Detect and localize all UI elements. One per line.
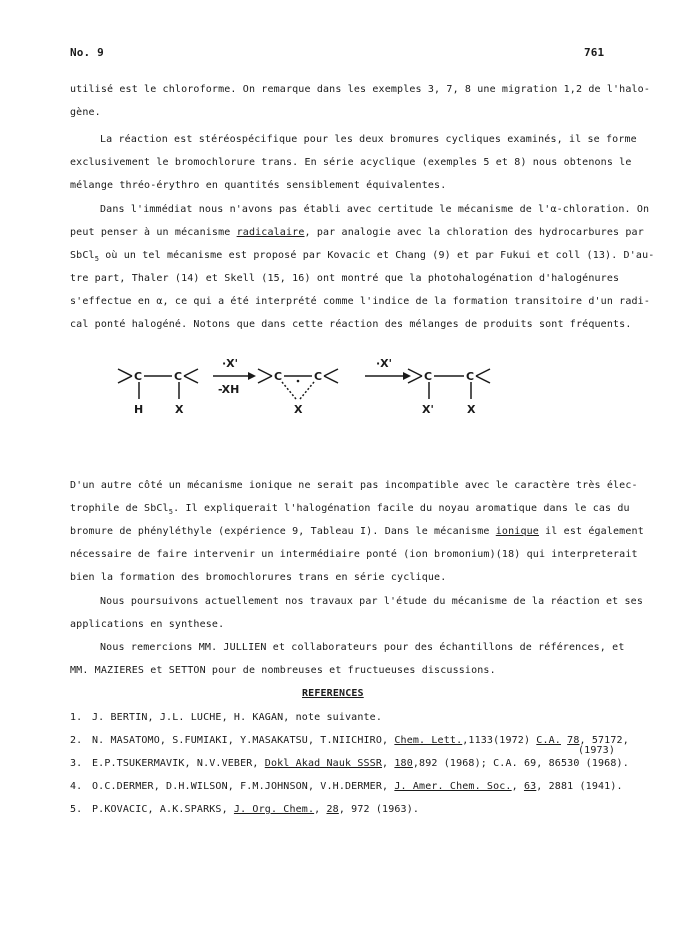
hydrogen-atom: H — [134, 403, 144, 416]
halogen-x: X — [175, 403, 184, 416]
ref-2-year: (1973) — [578, 745, 616, 756]
ref-4-text: O.C.DERMER, D.H.WILSON, F.M.JOHNSON, V.H.DERMER, J. Amer. Chem. Soc., 63, 2881 (1941). — [92, 781, 623, 792]
reagent-radical: ·X' — [376, 357, 393, 370]
para5-line2: applications en synthese. — [70, 619, 225, 630]
para6-line1: Nous remercions MM. JULLIEN et collaborateurs pour des échantillons de références, et — [100, 642, 625, 653]
ref-2-text: N. MASATOMO, S.FUMIAKI, Y.MASAKATSU, T.NIICHIRO, Chem. Lett.,1133(1972) C.A. 78, 57172, — [92, 735, 629, 746]
radicalaire-term: radicalaire — [236, 227, 305, 238]
reagent-radical: ·X' — [222, 357, 239, 370]
ref-3-number: 3. — [70, 758, 83, 769]
para4-line3: bromure de phényléthyle (expérience 9, Tableau I). Dans le mécanisme ionique il est également — [70, 526, 644, 537]
ref-5-number: 5. — [70, 804, 83, 815]
carbon-atom: C — [134, 370, 143, 383]
para1-line1: utilisé est le chloroforme. On remarque dans les exemples 3, 7, 8 une migration 1,2 de l'halo- — [70, 84, 651, 95]
para3-line2: peut penser à un mécanisme radicalaire, par analogie avec la chloration des hydrocarbures par — [70, 227, 644, 238]
ionique-term: ionique — [495, 526, 539, 537]
para2-line2: exclusivement le bromochlorure trans. En série acyclique (exemples 5 et 8) nous obtenons le — [70, 157, 632, 168]
para4-line5: bien la formation des bromochlorures trans en série cyclique. — [70, 572, 447, 583]
halogen-xprime: X' — [422, 403, 434, 416]
references-title: REFERENCES — [302, 688, 364, 699]
carbon-atom: C — [274, 370, 283, 383]
para3-line3: SbCl$_5$ où un tel mécanisme est proposé par Kovacic et Chang (9) et par Fukui et coll (13). D'au- — [70, 250, 655, 263]
ref-5-text: P.KOVACIC, A.K.SPARKS, J. Org. Chem., 28, 972 (1963). — [92, 804, 420, 815]
bridging-halogen-x: X — [294, 403, 303, 416]
ref-2-number: 2. — [70, 735, 83, 746]
halogen-x: X — [467, 403, 476, 416]
ref-1-text: J. BERTIN, J.L. LUCHE, H. KAGAN, note suivante. — [92, 712, 383, 723]
carbon-atom: C — [466, 370, 475, 383]
para4-line1: D'un autre côté un mécanisme ionique ne serait pas incompatible avec le caractère très élec- — [70, 480, 638, 491]
carbon-atom: C — [424, 370, 433, 383]
para1-line2: gène. — [70, 107, 101, 118]
page-number: 761 — [584, 46, 605, 59]
ref-3-text: E.P.TSUKERMAVIK, N.V.VEBER, Dokl Akad Nauk SSSR, 180,892 (1968); C.A. 69, 86530 (1968). — [92, 758, 629, 769]
ref-4-number: 4. — [70, 781, 83, 792]
para4-line2: trophile de SbCl$_5$. Il expliquerait l'halogénation facile du noyau aromatique dans le cas du — [70, 503, 630, 516]
carbon-atom: C — [314, 370, 323, 383]
para2-line3: mélange thréo-érythro en quantités sensiblement équivalentes. — [70, 180, 447, 191]
para5-line1: Nous poursuivons actuellement nos travaux par l'étude du mécanisme de la réaction et ses — [100, 596, 644, 607]
carbon-atom: C — [174, 370, 183, 383]
para3-line5: s'effectue en α, ce qui a été interprété comme l'indice de la formation transitoire d'un radi- — [70, 296, 651, 307]
para6-line2: MM. MAZIERES et SETTON pour de nombreuses et fructueuses discussions. — [70, 665, 496, 676]
para3-line4: tre part, Thaler (14) et Skell (15, 16) ont montré que la photohalogénation d'halogénures — [70, 273, 620, 284]
journal-issue: No. 9 — [70, 46, 104, 59]
para3-line6: cal ponté halogéné. Notons que dans cette réaction des mélanges de produits sont fréquents. — [70, 319, 632, 330]
para3-line1: Dans l'immédiat nous n'avons pas établi avec certitude le mécanisme de l'α-chloration. On — [100, 204, 650, 215]
para4-line4: nécessaire de faire intervenir un intermédiaire ponté (ion bromonium)(18) qui interpreterait — [70, 549, 638, 560]
reaction-scheme — [110, 355, 520, 420]
ref-1-number: 1. — [70, 712, 83, 723]
reagent-loss: -XH — [218, 383, 240, 396]
para2-line1: La réaction est stéréospécifique pour les deux bromures cycliques examinés, il se forme — [100, 134, 637, 145]
